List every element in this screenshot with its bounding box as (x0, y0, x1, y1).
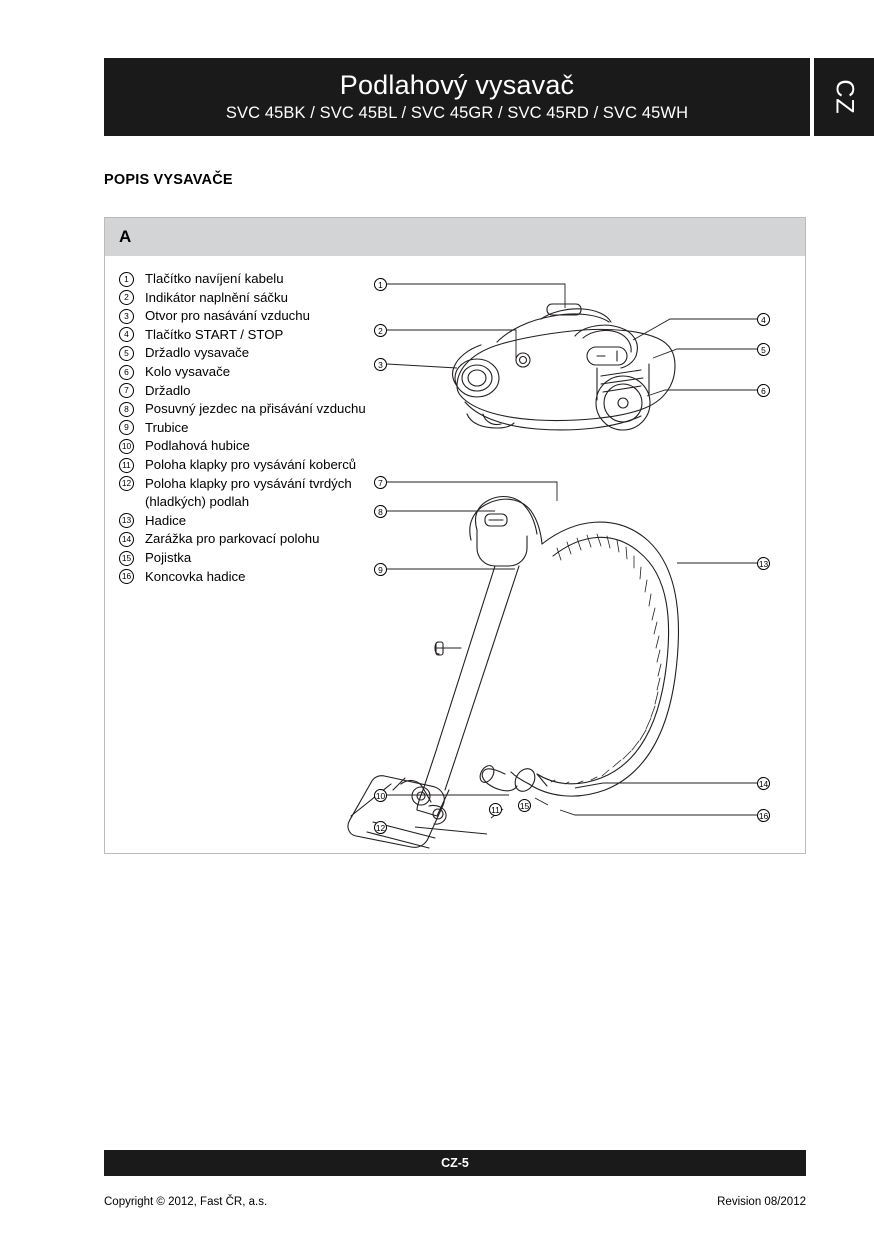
callout-3: 3 (374, 358, 387, 371)
list-item (119, 307, 369, 326)
page-footer-band (104, 1150, 806, 1176)
legend-label: Koncovka hadice (145, 568, 246, 584)
legend-label: Indikátor naplnění sáčku (145, 289, 288, 305)
legend-number: 15 (119, 549, 145, 568)
legend-label: Posuvný jezdec na přisávání vzduchu (145, 401, 366, 417)
legend-label: Otvor pro nasávání vzduchu (145, 308, 310, 324)
callout-9: 9 (374, 563, 387, 576)
legend-label: Zarážka pro parkovací polohu (145, 531, 320, 547)
legend-label: Kolo vysavače (145, 363, 231, 379)
legend-number: 6 (119, 363, 145, 382)
legend-number: 1 (119, 270, 145, 289)
section-heading: POPIS VYSAVAČE (104, 172, 233, 188)
legend-number: 4 (119, 326, 145, 345)
legend-label: Pojistka (145, 549, 192, 565)
legend-number: 5 (119, 344, 145, 363)
legend-label: Držadlo vysavače (145, 345, 250, 361)
list-item (119, 530, 369, 549)
figure-label-bar (105, 218, 805, 256)
legend-number: 13 (119, 512, 145, 531)
list-item (119, 363, 369, 382)
figure-a (104, 217, 806, 854)
legend-number: 7 (119, 382, 145, 401)
legend-label: Tlačítko START / STOP (145, 326, 284, 342)
legend-label: Poloha klapky pro vysávání tvrdých (hladkých) podlah (145, 475, 352, 510)
list-item (119, 475, 369, 512)
legend-number: 9 (119, 419, 145, 438)
list-item (119, 419, 369, 438)
legend-number: 14 (119, 530, 145, 549)
legend-label: Tlačítko navíjení kabelu (145, 271, 284, 286)
callout-2: 2 (374, 324, 387, 337)
list-item (119, 456, 369, 475)
callout-13: 13 (758, 559, 769, 569)
list-item (119, 326, 369, 345)
list-item (119, 512, 369, 531)
callout-10: 10 (375, 791, 386, 801)
legend-number: 10 (119, 437, 145, 456)
callout-8: 8 (374, 505, 387, 518)
legend-number: 2 (119, 289, 145, 308)
model-list: SVC 45BK / SVC 45BL / SVC 45GR / SVC 45RD / SVC 45WH (225, 104, 689, 123)
list-item (119, 270, 369, 289)
callout-6: 6 (757, 384, 770, 397)
legend-label: Podlahová hubice (145, 438, 250, 454)
legend-label: Trubice (145, 419, 189, 435)
page-title: Podlahový vysavač (339, 69, 575, 100)
figure-letter: A (119, 227, 132, 246)
callout-15: 15 (519, 801, 530, 811)
list-item (119, 549, 369, 568)
legend-number: 11 (119, 456, 145, 475)
legend-label: Hadice (145, 512, 187, 528)
language-tab (814, 58, 874, 136)
callout-7: 7 (374, 476, 387, 489)
legend-number: 16 (119, 568, 145, 587)
revision-text: Revision 08/2012 (717, 1196, 806, 1208)
legend-number: 12 (119, 475, 145, 494)
page-number: CZ-5 (441, 1156, 469, 1170)
legend-number: 3 (119, 307, 145, 326)
callout-1: 1 (374, 278, 387, 291)
callout-4: 4 (757, 313, 770, 326)
callout-5: 5 (757, 343, 770, 356)
page-header (104, 58, 810, 136)
copyright-text: Copyright © 2012, Fast ČR, a.s. (104, 1196, 268, 1208)
legend-label: Poloha klapky pro vysávání koberců (145, 456, 357, 472)
figure-legend (119, 270, 369, 586)
list-item (119, 289, 369, 308)
list-item (119, 568, 369, 587)
legend-number: 8 (119, 400, 145, 419)
list-item (119, 400, 369, 419)
callout-14: 14 (758, 779, 769, 789)
list-item (119, 344, 369, 363)
language-tab-label: CZ (830, 79, 859, 115)
callout-16: 16 (758, 811, 769, 821)
list-item (119, 382, 369, 401)
list-item (119, 437, 369, 456)
callout-11: 11 (489, 803, 502, 816)
callout-12: 12 (375, 823, 386, 833)
legend-label: Držadlo (145, 382, 191, 398)
